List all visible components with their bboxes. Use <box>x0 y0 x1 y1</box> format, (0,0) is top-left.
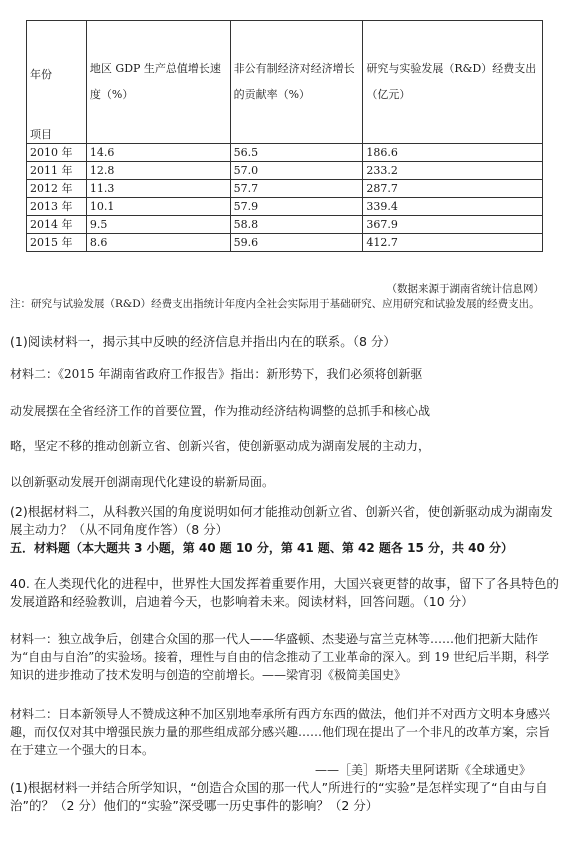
cell-year: 2010 年 <box>27 144 87 162</box>
cell-gdp: 11.3 <box>86 180 230 198</box>
cell-contrib: 56.5 <box>230 144 363 162</box>
cell-contrib: 57.7 <box>230 180 363 198</box>
header-item: 项目 <box>30 128 52 141</box>
table-note: 注：研究与试验发展（R&D）经费支出指统计年度内全社会实际用于基础研究、应用研究和试验发展的经费支出。 <box>10 298 540 310</box>
question-40-material-2: 材料二：日本新领导人不赞成这种不加区别地奉承所有西方东西的做法，他们并不对西方文明本身感兴趣，而仅仅对其中增强民族力量的那些组成部分感兴趣……他们现在提出了一个非凡的改革方案，宗旨在于建立一个强大的日本。 <box>10 707 551 757</box>
cell-contrib: 57.9 <box>230 198 363 216</box>
table-header-row <box>27 21 543 144</box>
cell-rd: 233.2 <box>363 162 543 180</box>
cell-gdp: 8.6 <box>86 234 230 252</box>
material-2-line: 略，坚定不移的推动创新立省、创新兴省，使创新驱动成为湖南发展的主动力， <box>10 439 431 453</box>
cell-year: 2013 年 <box>27 198 87 216</box>
table-row <box>27 234 543 252</box>
data-source: （数据来源于湖南省统计信息网） <box>386 283 544 295</box>
cell-contrib: 58.8 <box>230 216 363 234</box>
cell-year: 2014 年 <box>27 216 87 234</box>
table-row <box>27 198 543 216</box>
cell-rd: 412.7 <box>363 234 543 252</box>
cell-rd: 339.4 <box>363 198 543 216</box>
table-row <box>27 162 543 180</box>
cell-year: 2011 年 <box>27 162 87 180</box>
cell-gdp: 14.6 <box>86 144 230 162</box>
table-row <box>27 144 543 162</box>
cell-gdp: 10.1 <box>86 198 230 216</box>
material-2-line: 以创新驱动发展开创湖南现代化建设的崭新局面。 <box>10 475 275 489</box>
statistics-table <box>26 20 543 252</box>
section-five-heading: 五．材料题（本大题共 3 小题，第 40 题 10 分，第 41 题、第 42 题各 15 分，共 40 分） <box>10 541 514 555</box>
question-1: (1)阅读材料一，揭示其中反映的经济信息并指出内在的联系。（8 分） <box>10 334 396 349</box>
cell-contrib: 57.0 <box>230 162 363 180</box>
material-2-citation: ——［美］斯塔夫里阿诺斯《全球通史》 <box>314 763 531 777</box>
cell-rd: 367.9 <box>363 216 543 234</box>
question-40-intro: 40. 在人类现代化的进程中，世界性大国发挥着重要作用，大国兴衰更替的故事，留下了各具特色的发展道路和经验教训，启迪着今天，也影响着未来。阅读材料，回答问题。（10 分） <box>10 576 559 609</box>
header-gdp: 地区 GDP 生产总值增长速度（%） <box>86 21 230 144</box>
header-contribution: 非公有制经济对经济增长的贡献率（%） <box>230 21 363 144</box>
cell-gdp: 12.8 <box>86 162 230 180</box>
material-2-line: 材料二：《2015 年湖南省政府工作报告》指出：新形势下，我们必须将创新驱 <box>10 367 423 381</box>
cell-year: 2015 年 <box>27 234 87 252</box>
cell-rd: 287.7 <box>363 180 543 198</box>
cell-gdp: 9.5 <box>86 216 230 234</box>
table-row <box>27 216 543 234</box>
question-40-part-1: (1)根据材料一并结合所学知识，“创造合众国的那一代人”所进行的“实验”是怎样实现了“自由与自治”的？（2 分）他们的“实验”深受哪一历史事件的影响？（2 分） <box>10 780 548 813</box>
header-year: 年份 <box>30 68 52 81</box>
question-40-material-1: 材料一：独立战争后，创建合众国的那一代人——华盛顿、杰斐逊与富兰克林等……他们把新大陆作为“自由与自治”的实验场。接着，理性与自由的信念推动了工业革命的深入。到 19 世纪后半期，科学知识的进步推动了技术发明与创造的空前增长。——梁宵羽《极简美国史》 <box>10 632 550 682</box>
cell-year: 2012 年 <box>27 180 87 198</box>
header-rd: 研究与实验发展（R&D）经费支出（亿元） <box>363 21 543 144</box>
cell-rd: 186.6 <box>363 144 543 162</box>
table-row <box>27 180 543 198</box>
header-year-item <box>27 21 87 144</box>
material-2-line: 动发展摆在全省经济工作的首要位置，作为推动经济结构调整的总抓手和核心战 <box>10 404 431 418</box>
question-2: (2)根据材料二，从科教兴国的角度说明如何才能推动创新立省、创新兴省，使创新驱动成为湖南发展主动力？（从不同角度作答）（8 分） <box>10 504 553 537</box>
cell-contrib: 59.6 <box>230 234 363 252</box>
